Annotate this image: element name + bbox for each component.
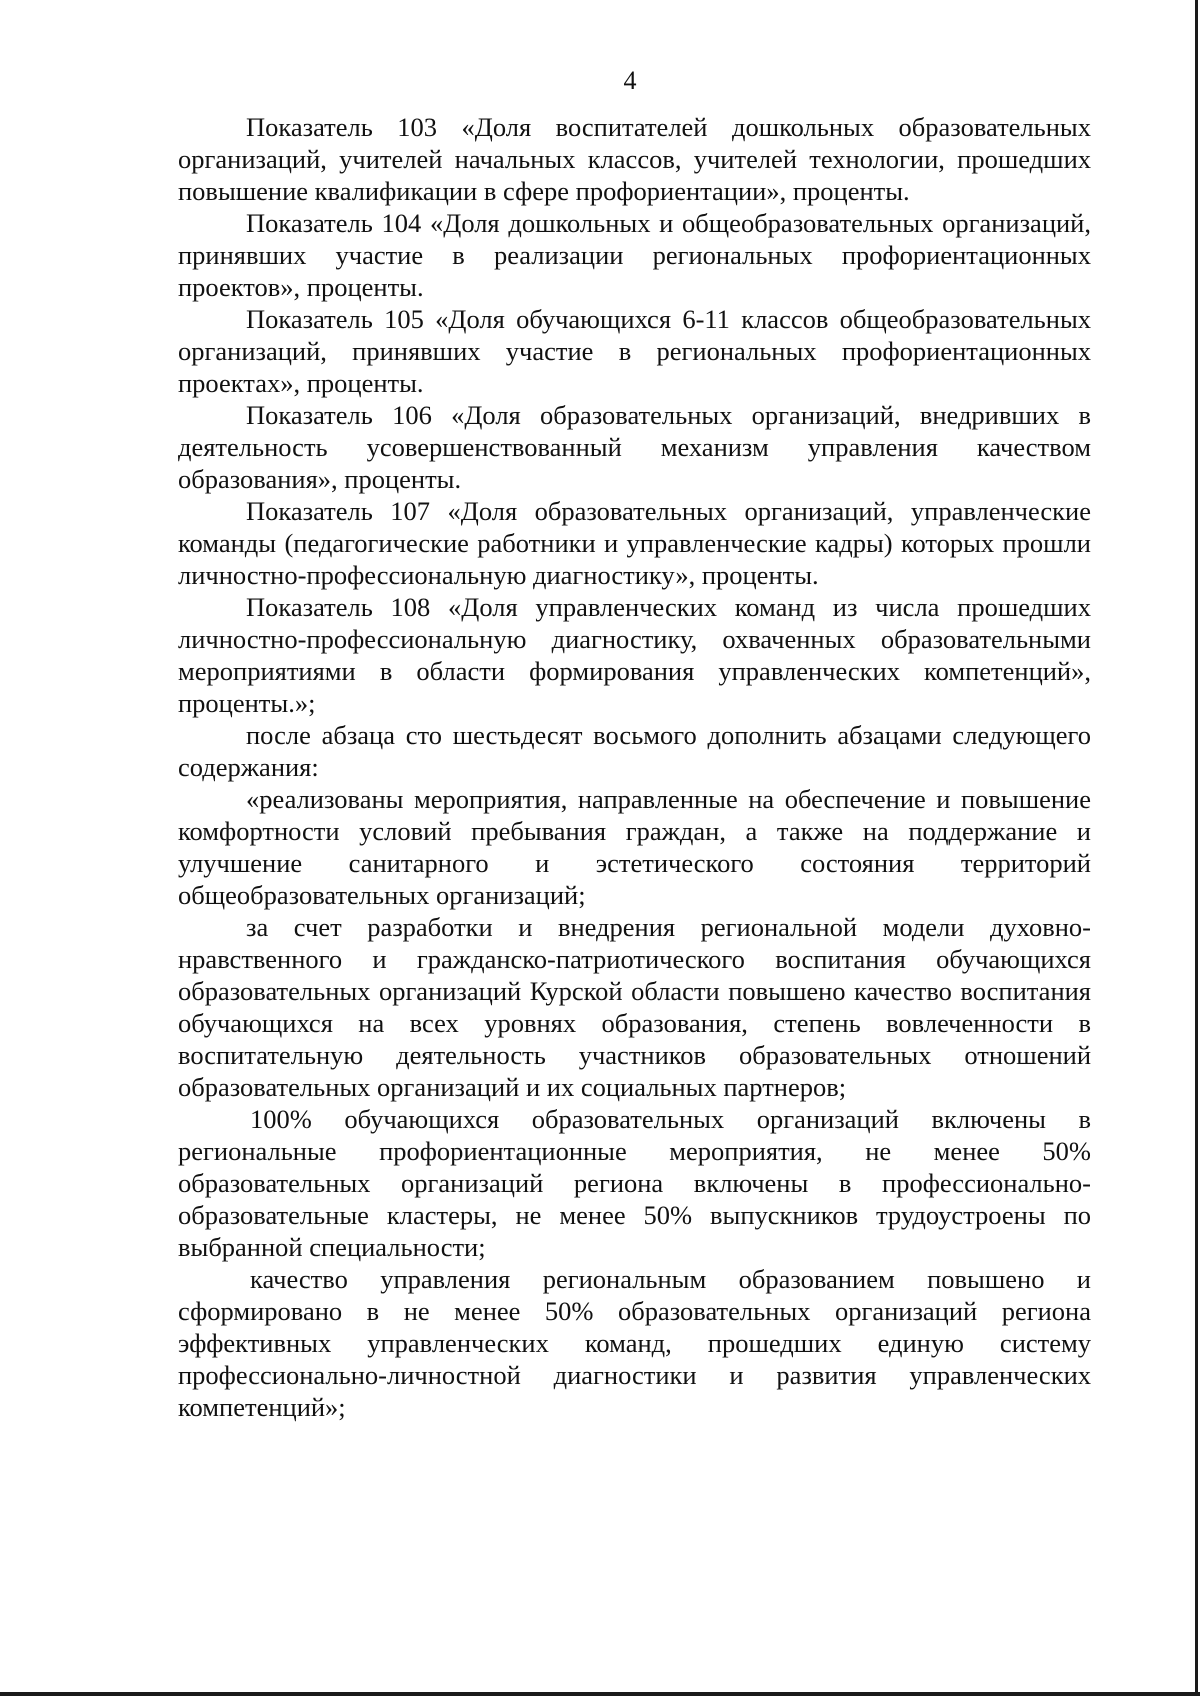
document-body	[178, 111, 1091, 1423]
paragraph-comfort-measures: «реализованы мероприятия, направленные на обеспечение и повышение комфортности условий пребывания граждан, а также на поддержание и улучшение санитарного и эстетического состояния территорий общеобразовательных организаций;	[178, 784, 1091, 910]
paragraph-indicator-107: Показатель 107 «Доля образовательных организаций, управленческие команды (педагогические работники и управленческие кадры) которых прошли личностно-профессиональную диагностику», проценты.	[178, 496, 1091, 590]
scan-edge-right	[1195, 0, 1198, 1696]
paragraph-indicator-103: Показатель 103 «Доля воспитателей дошкольных образовательных организаций, учителей начальных классов, учителей технологии, прошедших повышение квалификации в сфере профориентации», проценты.	[178, 112, 1091, 206]
paragraph-education-model: за счет разработки и внедрения региональной модели духовно-нравственного и гражданско-патриотического воспитания обучающихся образовательных организаций Курской области повышено качество воспитания обучающихся на всех уровнях образования, степень вовлеченности в воспитательную деятельность участников образовательных отношений образовательных организаций и их социальных партнеров;	[178, 912, 1091, 1102]
paragraph-management-quality: качество управления региональным образованием повышено и сформировано в не менее 50% образовательных организаций региона эффективных управленческих команд, прошедших единую систему профессионально-личностной диагностики и развития управленческих компетенций»;	[178, 1264, 1091, 1422]
paragraph-indicator-108: Показатель 108 «Доля управленческих команд из числа прошедших личностно-профессиональную диагностику, охваченных образовательными мероприятиями в области формирования управленческих компетенций», проценты.»;	[178, 592, 1091, 718]
paragraph-amendment-intro: после абзаца сто шестьдесят восьмого дополнить абзацами следующего содержания:	[178, 720, 1091, 782]
scan-edge-bottom	[0, 1692, 1200, 1696]
paragraph-career-guidance: 100% обучающихся образовательных организаций включены в региональные профориентационные мероприятия, не менее 50% образовательных организаций региона включены в профессионально-образовательные кластеры, не менее 50% выпускников трудоустроены по выбранной специальности;	[178, 1104, 1091, 1262]
page-number: 4	[623, 66, 637, 95]
paragraph-indicator-104: Показатель 104 «Доля дошкольных и общеобразовательных организаций, принявших участие в реализации региональных профориентационных проектов», проценты.	[178, 208, 1091, 302]
paragraph-indicator-105: Показатель 105 «Доля обучающихся 6-11 классов общеобразовательных организаций, принявших участие в региональных профориентационных проектах», проценты.	[178, 304, 1091, 398]
paragraph-indicator-106: Показатель 106 «Доля образовательных организаций, внедривших в деятельность усовершенствованный механизм управления качеством образования», проценты.	[178, 400, 1091, 494]
